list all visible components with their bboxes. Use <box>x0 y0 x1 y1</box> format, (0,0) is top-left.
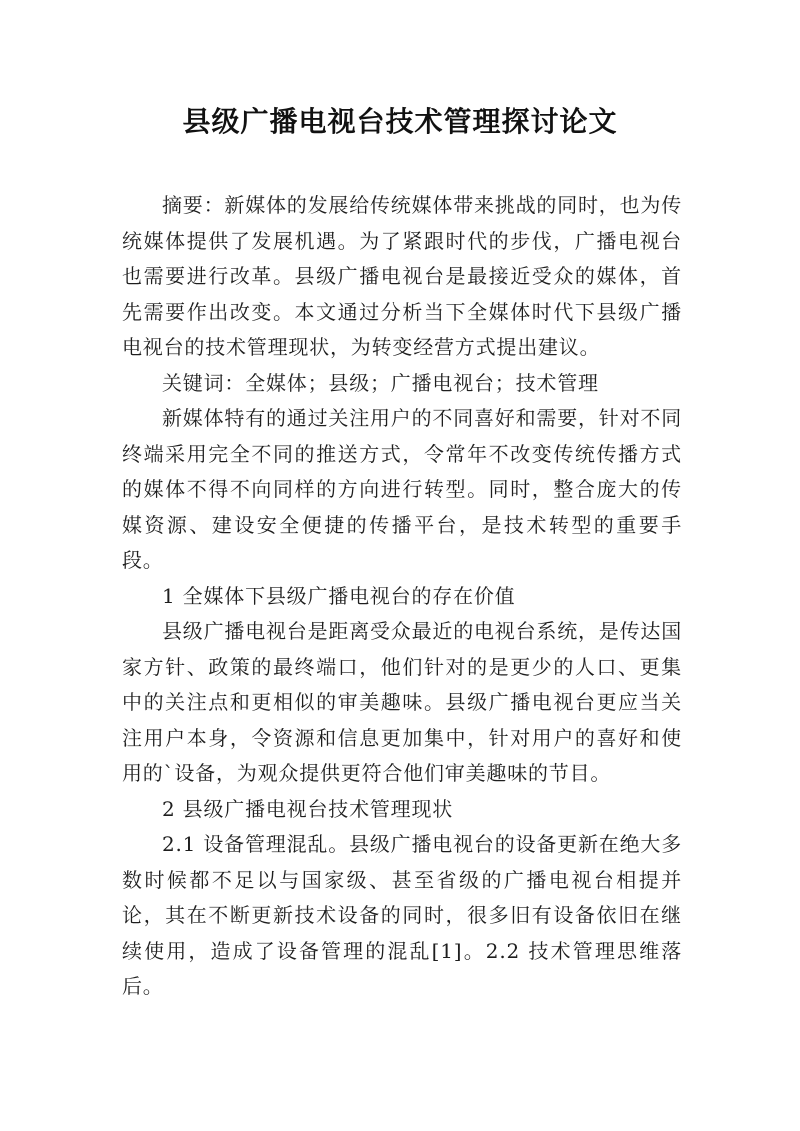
document-title: 县级广播电视台技术管理探讨论文 <box>182 105 618 138</box>
section-2-heading: 2 县级广播电视台技术管理现状 <box>162 796 454 821</box>
document-body <box>122 188 682 1005</box>
keywords-paragraph: 关键词：全媒体；县级；广播电视台；技术管理 <box>162 370 599 395</box>
abstract-paragraph: 摘要：新媒体的发展给传统媒体带来挑战的同时，也为传统媒体提供了发展机遇。为了紧跟时代的步伐，广播电视台也需要进行改革。县级广播电视台是最接近受众的媒体，首先需要作出改变。本文通过分析当下全媒体时代下县级广播电视台的技术管理现状，为转变经营方式提出建议。 <box>122 193 682 359</box>
section-1-heading: 1 全媒体下县级广播电视台的存在价值 <box>162 583 516 608</box>
section-1-paragraph: 县级广播电视台是距离受众最近的电视台系统，是传达国家方针、政策的最终端口，他们针对的是更少的人口、更集中的关注点和更相似的审美趣味。县级广播电视台更应当关注用户本身，令资源和信息更加集中，针对用户的喜好和使用的`设备，为观众提供更符合他们审美趣味的节目。 <box>122 619 682 785</box>
intro-paragraph: 新媒体特有的通过关注用户的不同喜好和需要，针对不同终端采用完全不同的推送方式，令常年不改变传统传播方式的媒体不得不向同样的方向进行转型。同时，整合庞大的传媒资源、建设安全便捷的传播平台，是技术转型的重要手段。 <box>122 406 682 572</box>
section-2-1-paragraph: 2.1 设备管理混乱。县级广播电视台的设备更新在绝大多数时候都不足以与国家级、甚至省级的广播电视台相提并论，其在不断更新技术设备的同时，很多旧有设备依旧在继续使用，造成了设备管理的混乱[1]。2.2 技术管理思维落后。 <box>122 832 682 998</box>
